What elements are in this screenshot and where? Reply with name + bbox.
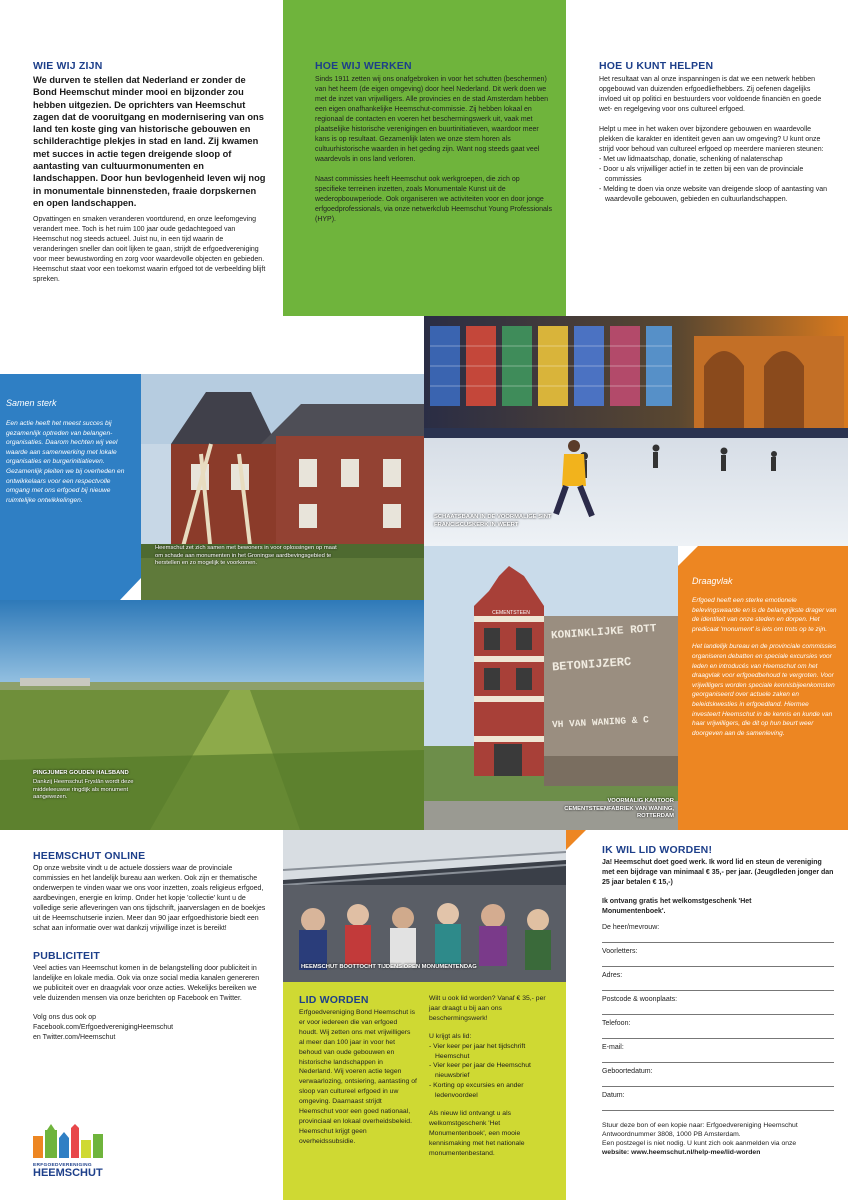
- form-send-3: Een postzegel is niet nodig. U kunt zich ook aanmelden via onze: [602, 1140, 797, 1147]
- form-gift: Ik ontvang gratis het welkomstgeschenk 'Het Monumentenboek'.: [602, 898, 752, 915]
- help-list: [599, 155, 830, 205]
- text-lid-vraag: Wilt u ook lid worden? Vanaf € 35,- per jaar draagt u bij aan ons beschermingswerk!: [429, 995, 546, 1022]
- field-aanhef[interactable]: De heer/mevrouw:: [602, 919, 834, 943]
- text-lid-worden: Erfgoedvereniging Bond Heemschut is er voor iedereen die van erfgoed houdt. Wij zetten ons met vrijwilligers al meer dan 100 jaar in voor het behoud van oude gebouwen en historische landschappen in Nederland. Wij voeren actie tegen verwaarlozing, ontsiering, aantasting of sloop van cultureel erfgoed in uw omgeving. Daarnaast strijdt Heemschut voor een goed nationaal, provinciaal en lokaal overheidsbeleid. Heemschut krijgt geen overheidssubsidie.: [299, 1009, 417, 1145]
- panel-draagvlak: [678, 546, 848, 830]
- membership-form: [566, 830, 848, 1200]
- field-telefoon[interactable]: Telefoon:: [602, 1015, 834, 1039]
- section-hoe-wij-werken: [283, 0, 566, 316]
- corner-triangle: [120, 578, 141, 600]
- blank-area: [0, 316, 424, 374]
- lid-col-right: [429, 994, 557, 1159]
- form-send-2: Antwoordnummer 3808, 1000 PB Amsterdam.: [602, 1131, 741, 1138]
- caption-schaatsbaan: SCHAATSBAAN IN DE VOORMALIGE SINT FRANCISCUSKERK IN WEERT: [434, 514, 552, 528]
- photo-landschap: [0, 600, 424, 830]
- form-send-1: Stuur deze bon of een kopie naar: Erfgoedvereniging Heemschut: [602, 1122, 798, 1129]
- section-hoe-u-kunt-helpen: [566, 0, 848, 316]
- heading-draagvlak: Draagvlak: [692, 576, 733, 586]
- field-geboortedatum[interactable]: Geboortedatum:: [602, 1063, 834, 1087]
- text-draagvlak-1: Erfgoed heeft een sterke emotionele belevingswaarde en is de belangrijkste drager van de identiteit van onze steden en dorpen. Het predicaat 'monument' is iets om trots op te zijn.: [692, 597, 837, 633]
- logo-name: HEEMSCHUT: [33, 1167, 103, 1179]
- text-helpen-1: Het resultaat van al onze inspanningen is dat we een netwerk hebben opgebouwd van duizenden erfgoedliefhebbers. Zij oefenen dagelijks invloed uit op politici en bestuurders voor voldoende financiën en goede wet- en regelgeving voor ons cultureel erfgoed.: [599, 76, 822, 113]
- field-email[interactable]: E-mail:: [602, 1039, 834, 1063]
- photo-boottocht: [283, 830, 566, 982]
- heading-hoe-u-kunt-helpen: HOE U KUNT HELPEN: [599, 60, 714, 72]
- form-intro: Ja! Heemschut doet goed werk. Ik word lid en steun de vereniging met een bijdrage van minimaal € 35,- per jaar. (Jeugdleden jonger dan 25 jaar betalen € 15,-): [602, 859, 834, 886]
- list-item: - Vier keer per jaar de Heemschut nieuwsbrief: [429, 1062, 531, 1080]
- section-lid-worden: [283, 982, 566, 1200]
- text-draagvlak-2: Het landelijk bureau en de provinciale commissies organiseren debatten en speciale excursies voor leden en introducés van Heemschut om het draagvlak voor erfgoedbehoud te vergroten. Voor vrijwilligers worden speciale kennisbijeenkomsten georganiseerd over actuele zaken en beleidskwesties in erfgoedland. Hiermee investeert Heemschut in de kennis en kunde van haar vrijwilligers, die dit op hun beurt weer doorgeven aan de samenleving.: [692, 643, 837, 737]
- twitter-link[interactable]: en Twitter.com/Heemschut: [33, 1034, 116, 1041]
- heading-hoe-wij-werken: HOE WIJ WERKEN: [315, 60, 412, 72]
- caption-boottocht: HEEMSCHUT BOOTTOCHT TIJDENS OPEN MONUMENTENDAG: [301, 964, 477, 970]
- form-fields: [602, 919, 834, 1111]
- text-volg: Volg ons dus ook op: [33, 1014, 97, 1021]
- sign-waning: VH VAN WANING & C: [551, 714, 650, 731]
- text-publiciteit: Veel acties van Heemschut komen in de belangstelling door publiciteit in landelijke en lokale media. Ook via onze social media kanalen genereren we publiciteit over en draagvlak voor onze acties. Wekelijks bereiken we vele duizenden mensen via onze berichten op Facebook en Twitter.: [33, 965, 260, 1002]
- lid-col-left: [299, 994, 417, 1147]
- caption-landschap: Dankzij Heemschut Fryslân wordt deze middeleeuwse ringdijk als monument aangewezen.: [33, 779, 134, 800]
- list-item: - Vier keer per jaar het tijdschrift Heemschut: [429, 1042, 526, 1060]
- field-adres[interactable]: Adres:: [602, 967, 834, 991]
- text-nieuw-lid: Als nieuw lid ontvangt u als welkomstgeschenk 'Het Monumentenboek', een mooie kennismaking met het nationale monumentenbestand.: [429, 1110, 525, 1157]
- list-item: - Melding te doen via onze website van dreigende sloop of aantasting van waardevolle gebouwen, gebieden en cultuurlandschappen.: [599, 186, 828, 203]
- list-item: - Door u als vrijwilliger actief in te zetten bij een van de provinciale commissies: [599, 166, 804, 183]
- text-helpen-2: Helpt u mee in het waken over bijzondere gebouwen en waardevolle plekken die karakter en identiteit geven aan uw omgeving? U kunt onze strijd voor behoud van cultureel erfgoed op meerdere manieren steunen:: [599, 126, 824, 153]
- heading-lid-worden: LID WORDEN: [299, 994, 369, 1006]
- text-hoe-wij-werken-2: Naast commissies heeft Heemschut ook werkgroepen, die zich op specifieke terreinen inzetten, zoals Monumentale Kunst uit de wederopbouwperiode. Ook organiseren we activiteiten voor en door jonge erfgoedprofessionals, via onze netwerkclub Heemschut Young Professionals (HYP).: [315, 176, 552, 223]
- photo-schaatsbaan: [424, 316, 848, 546]
- caption-landschap-titel: PINGJUMER GOUDEN HALSBAND: [33, 770, 129, 776]
- list-item: - Korting op excursies en ander ledenvoordeel: [429, 1082, 524, 1100]
- corner-triangle: [566, 830, 586, 850]
- logo-subtitle: ERFGOEDVERENIGING: [33, 1163, 92, 1168]
- heading-online: HEEMSCHUT ONLINE: [33, 850, 146, 862]
- form-send-4[interactable]: website: www.heemschut.nl/help-mee/lid-worden: [602, 1149, 761, 1156]
- panel-samen-sterk: [0, 374, 141, 600]
- corner-triangle: [678, 546, 698, 566]
- field-postcode[interactable]: Postcode & woonplaats:: [602, 991, 834, 1015]
- benefits-list: [429, 1042, 557, 1101]
- photo-huis-groningen: [141, 374, 424, 600]
- list-item: - Met uw lidmaatschap, donatie, schenking of nalatenschap: [599, 156, 783, 163]
- church-illustration: [424, 316, 848, 546]
- field-datum[interactable]: Datum:: [602, 1087, 834, 1111]
- body-text: Opvattingen en smaken veranderen voortdurend, en onze leefomgeving verandert mee. Toch is het ruim 100 jaar oude gedachtegoed van Heemschut nog steeds actueel. Juist nu, in een tijd waarin de veranderingen sneller dan ooit lijken te gaan, strijdt de erfgoedvereniging voor meer bewustwording en zorg voor waardevolle objecten en gebieden. Heemschut staat voor een toekomst waarin erfgoed tot de verbeelding blijft spreken.: [33, 216, 266, 284]
- text-online: Op onze website vindt u de actuele dossiers waar de provinciale commissies en het landelijk bureau aan werken. Ook zijn er thematische onderwerpen te vinden waar we ons voor inzetten, zoals religieus erfgoed, aardbevingen, energie en krimp. Onder het kopje 'collectie' kunt u de volledige serie afleveringen van ons tijdschrift, jaarverslagen en de boekjes uit de Heemschutserie inzien. Meer dan 90 jaar erfgoedhistorie biedt een schat aan informatie over wat dankzij vrijwillige inzet is bereikt!: [33, 865, 266, 932]
- heading-wie-wij-zijn: WIE WIJ ZIJN: [33, 60, 103, 72]
- text-hoe-wij-werken-1: Sinds 1911 zetten wij ons onafgebroken in voor het schutten (beschermen) van het heem (de eigen omgeving) door heel Nederland. Dit werk doen we met de inzet van vrijwilligers. Alle provincies en de stad Amsterdam hebben een eigen onafhankelijke Heemschut-commissie. Zij hebben lokaal en regionaal de contacten en voeren het beschermingswerk uit, vaak met plaatselijke historische verenigingen en buurtinitiatieven, waardoor meer kans is op resultaat. Gezamenlijk laten we onze stem horen als cultuurhistorische waarden in het geding zijn. Want nog steeds gaat veel waardevols in ons land verloren.: [315, 76, 549, 163]
- heading-samen-sterk: Samen sterk: [6, 398, 57, 408]
- section-wie-wij-zijn: [0, 0, 283, 316]
- section-heemschut-online: [0, 830, 283, 1200]
- office-illustration: [424, 546, 678, 830]
- sign-cementsteen: CEMENTSTEEN: [492, 610, 530, 616]
- heading-lid-form: IK WIL LID WORDEN!: [602, 844, 713, 856]
- sign-koninklijke: KONINKLIJKE ROTT: [550, 623, 657, 643]
- heemschut-logo: [33, 1124, 113, 1184]
- sign-beton: BETONIJZERC: [551, 654, 632, 675]
- text-samen-sterk: Een actie heeft het meest succes bij gezamenlijk optreden van belangen-organisaties. Daarom hechten wij veel waarde aan samenwerking met lokale organisaties en burgerinitiatieven. Gezamenlijk pleiten we bij overheden en ontwikkelaars voor een respectvolle omgang met ons erfgoed bij nieuwe ruimtelijke ontwikkelingen.: [6, 420, 125, 504]
- caption-kantoor: VOORMALIG KANTOOR CEMENTSTEENFABRIEK VAN WANING, ROTTERDAM: [564, 798, 674, 819]
- logo-icon: [33, 1124, 105, 1158]
- text-als-lid: U krijgt als lid:: [429, 1032, 472, 1040]
- caption-huis: Heemschut zet zich samen met bewoners in voor oplossingen op maat om schade aan monumenten in het Groningse aardbevingsgebied te herstellen en zo mogelijk te voorkomen.: [155, 545, 337, 566]
- boat-illustration: [283, 830, 566, 982]
- field-voorletters[interactable]: Voorletters:: [602, 943, 834, 967]
- lead-text: We durven te stellen dat Nederland er zonder de Bond Heemschut minder mooi en bijzonder zou hebben uitgezien. De oprichters van Heemschut zagen dat de vooruitgang en modernisering van ons land ten koste ging van historische gebouwen en schilderachtige plekjes in stad en land. Zij kwamen met succes in actie tegen dreigende sloop of aantasting van cultuurmonumenten en landschappen. Door hun bevlogenheid leven wij nog in monumentale binnensteden, fraaie dorpskernen en open landschappen.: [33, 75, 266, 208]
- heading-publiciteit: PUBLICITEIT: [33, 950, 100, 962]
- photo-kantoor: [424, 546, 678, 830]
- facebook-link[interactable]: Facebook.com/ErfgoedverenigingHeemschut: [33, 1024, 174, 1031]
